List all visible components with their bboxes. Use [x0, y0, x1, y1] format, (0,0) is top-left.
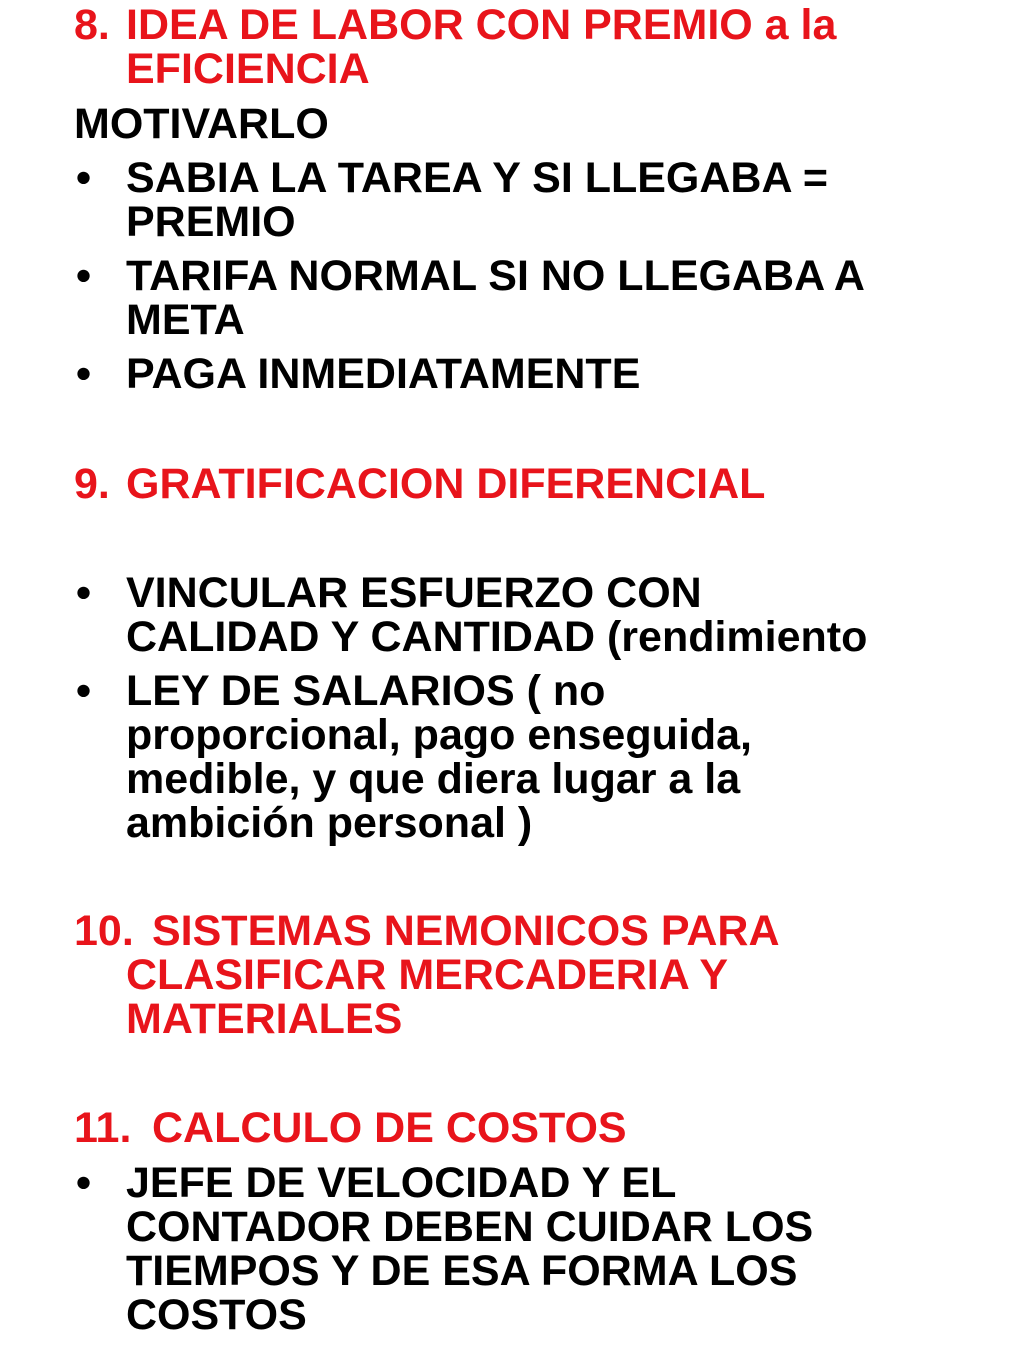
section-10-heading-line-3: MATERIALES	[126, 995, 403, 1043]
section-9-bullet-2-line-3: medible, y que diera lugar a la	[126, 755, 741, 803]
section-9-number: 9.	[74, 460, 110, 508]
section-11-heading-line-1: CALCULO DE COSTOS	[152, 1104, 627, 1152]
bullet-icon: •	[76, 350, 92, 398]
section-8-bullet-3-line-1: PAGA INMEDIATAMENTE	[126, 350, 641, 398]
section-9-bullet-1-line-1: VINCULAR ESFUERZO CON	[126, 569, 702, 617]
section-11-bullet-1-line-1: JEFE DE VELOCIDAD Y EL	[126, 1159, 677, 1207]
section-8-heading-line-1: IDEA DE LABOR CON PREMIO a la	[126, 1, 837, 49]
section-9-bullet-1-line-2: CALIDAD Y CANTIDAD (rendimiento	[126, 613, 868, 661]
section-8-heading-line-2: EFICIENCIA	[126, 45, 370, 93]
section-9-heading-line-1: GRATIFICACION DIFERENCIAL	[126, 460, 766, 508]
section-11-bullet-1-line-4: COSTOS	[126, 1291, 307, 1339]
section-9-bullet-2-line-4: ambición personal )	[126, 799, 533, 847]
section-8-bullet-1-line-1: SABIA LA TAREA Y SI LLEGABA =	[126, 154, 829, 202]
section-9-bullet-2-line-1: LEY DE SALARIOS ( no	[126, 667, 606, 715]
section-10-number: 10.	[74, 907, 134, 955]
section-11-bullet-1-line-3: TIEMPOS Y DE ESA FORMA LOS	[126, 1247, 798, 1295]
section-11-bullet-1-line-2: CONTADOR DEBEN CUIDAR LOS	[126, 1203, 814, 1251]
section-10-heading-line-1: SISTEMAS NEMONICOS PARA	[152, 907, 780, 955]
section-10-heading-line-2: CLASIFICAR MERCADERIA Y	[126, 951, 729, 999]
section-11-number: 11.	[74, 1104, 132, 1152]
bullet-icon: •	[76, 154, 92, 202]
bullet-icon: •	[76, 667, 92, 715]
section-8-bullet-1-line-2: PREMIO	[126, 198, 296, 246]
section-9-bullet-2-line-2: proporcional, pago enseguida,	[126, 711, 752, 759]
bullet-icon: •	[76, 1159, 92, 1207]
section-8-bullet-2-line-2: META	[126, 296, 245, 344]
section-8-bullet-2-line-1: TARIFA NORMAL SI NO LLEGABA A	[126, 252, 865, 300]
bullet-icon: •	[76, 252, 92, 300]
section-8-number: 8.	[74, 1, 110, 49]
section-8-subheading: MOTIVARLO	[74, 100, 329, 148]
bullet-icon: •	[76, 569, 92, 617]
